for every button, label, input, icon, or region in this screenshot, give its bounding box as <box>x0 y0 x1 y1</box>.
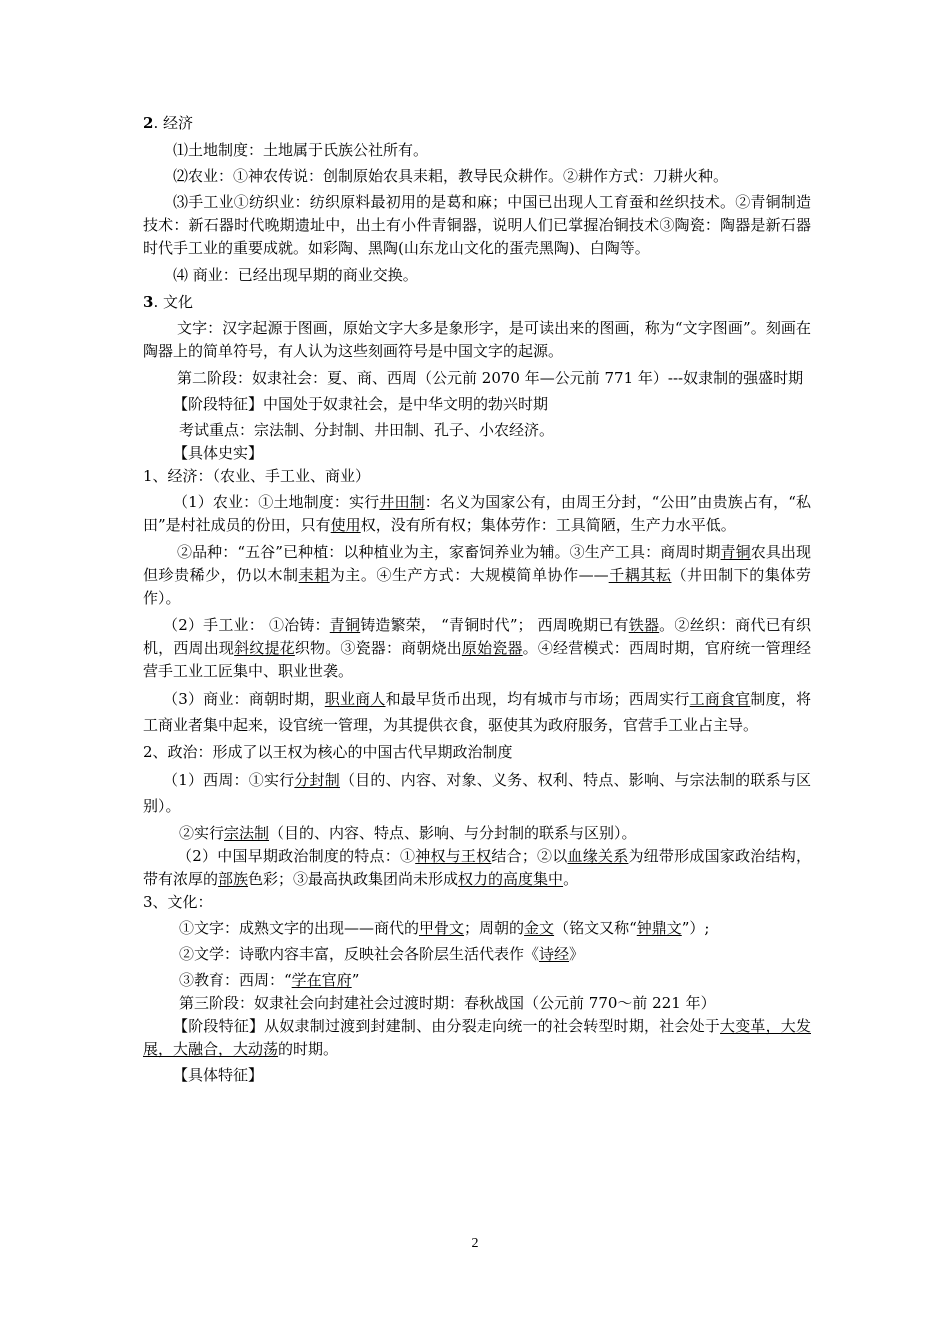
paragraph: 【具体史实】 <box>173 444 264 462</box>
paragraph: （1）农业：①土地制度：实行井田制：名义为国家公有，由周王分封，“公田”由贵族占有，“私田”是村社成员的份田，只有使用权，没有所有权；集体劳作：工具简陋，生产力水平低。 <box>143 493 811 534</box>
paragraph: 【阶段特征】中国处于奴隶社会，是中华文明的勃兴时期 <box>173 395 549 413</box>
paragraph: 【具体特征】 <box>173 1066 264 1084</box>
paragraph: ①文字：成熟文字的出现——商代的甲骨文；周朝的金文（铭文又称“钟鼎文”）; <box>179 919 710 937</box>
paragraph: ⑴土地制度：土地属于氏族公社所有。 <box>173 141 429 159</box>
subsection-heading: 1、经济：（农业、手工业、商业） <box>143 467 371 485</box>
paragraph: ②品种：“五谷”已种植：以种植业为主，家畜饲养业为辅。③生产工具：商周时期青铜农具出现但珍贵稀少，仍以木制耒耜为主。④生产方式：大规模简单协作——千耦其耘（井田制下的集体劳作）。 <box>143 543 811 607</box>
paragraph: ⑶手工业①纺织业：纺织原料最初用的是葛和麻；中国已出现人工育蚕和丝织技术。②青铜制造技术：新石器时代晚期遗址中，出土有小件青铜器，说明人们已掌握冶铜技术③陶瓷：陶器是新石器时代手工业的重要成就。如彩陶、黑陶(山东龙山文化的蛋壳黑陶)、白陶等。 <box>143 193 811 257</box>
paragraph: ③教育：西周：“学在官府” <box>179 971 360 989</box>
paragraph: ⑵农业：①神农传说：创制原始农具耒耜，教导民众耕作。②耕作方式：刀耕火种。 <box>173 167 729 185</box>
document-page <box>143 112 811 1087</box>
section-heading-culture: 3. 文化 <box>143 293 193 311</box>
paragraph: 考试重点：宗法制、分封制、井田制、孔子、小农经济。 <box>179 421 555 439</box>
paragraph: 文字：汉字起源于图画，原始文字大多是象形字，是可读出来的图画，称为“文字图画”。刻画在陶器上的简单符号，有人认为这些刻画符号是中国文字的起源。 <box>143 319 811 360</box>
subsection-heading: 3、文化： <box>143 893 213 911</box>
paragraph: ②实行宗法制（目的、内容、特点、影响、与分封制的联系与区别）。 <box>179 824 637 842</box>
paragraph: ②文学：诗歌内容丰富，反映社会各阶层生活代表作《诗经》 <box>179 945 585 963</box>
paragraph: 第二阶段：奴隶社会：夏、商、西周（公元前 2070 年—公元前 771 年）---奴隶制的强盛时期 <box>177 369 804 387</box>
paragraph: ⑷ 商业：已经出现早期的商业交换。 <box>173 266 418 284</box>
paragraph: （3）商业：商朝时期，职业商人和最早货币出现，均有城市与市场；西周实行工商食官制度，将工商业者集中起来，设官统一管理，为其提供衣食，驱使其为政府服务，官营手工业占主导。 <box>143 690 811 734</box>
paragraph: （2）手工业： ①冶铸：青铜铸造繁荣， “青铜时代”； 西周晚期已有铁器。②丝织：商代已有织机，西周出现斜纹提花织物。③瓷器：商朝烧出原始瓷器。④经营模式：西周时期，官府统一管理经营手工业工匠集中、职业世袭。 <box>143 616 811 680</box>
subsection-heading: 2、政治：形成了以王权为核心的中国古代早期政治制度 <box>143 743 513 761</box>
paragraph: 【阶段特征】从奴隶制过渡到封建制、由分裂走向统一的社会转型时期，社会处于大变革，大发展，大融合，大动荡的时期。 <box>143 1017 811 1058</box>
page-number: 2 <box>471 1236 479 1251</box>
paragraph: （2）中国早期政治制度的特点：①神权与王权结合；②以血缘关系为纽带形成国家政治结构，带有浓厚的部族色彩；③最高执政集团尚未形成权力的高度集中。 <box>143 847 811 888</box>
section-heading-economy: 2. 经济 <box>143 114 193 132</box>
paragraph: （1）西周：①实行分封制（目的、内容、对象、义务、权利、特点、影响、与宗法制的联系与区别）。 <box>143 771 811 815</box>
paragraph: 第三阶段：奴隶社会向封建社会过渡时期：春秋战国（公元前 770～前 221 年） <box>179 994 716 1012</box>
